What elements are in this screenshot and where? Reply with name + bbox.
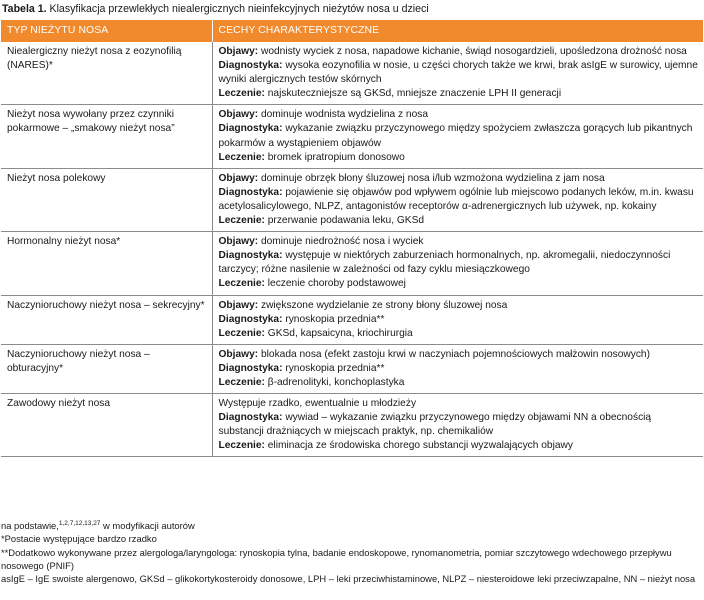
feature-text: najskuteczniejsze są GKSd, mniejsze znaczenie LPH II generacji <box>264 88 562 100</box>
feature-text: Występuje rzadko, ewentualnie u młodzieży <box>218 398 417 410</box>
feature-line <box>219 348 699 362</box>
table-row <box>1 394 703 457</box>
feature-line <box>219 151 699 165</box>
table-row <box>1 42 703 105</box>
feature-label: Objawy: <box>218 109 259 121</box>
source-refs: 1,2,7,12,13,27 <box>58 520 101 527</box>
table-caption <box>2 2 702 16</box>
table-row <box>1 105 703 168</box>
feature-label: Leczenie: <box>218 151 265 163</box>
header-type: TYP NIEŻYTU NOSA <box>1 20 212 42</box>
abbreviations: asIgE – IgE swoiste alergenowo, GKSd – glikokortykosteroidy donosowe, LPH – leki przeciwhistaminowe, NLPZ – niesteroidowe leki przeciwzapalne, NN – nieżyt nosa <box>1 572 696 584</box>
feature-label: Objawy: <box>218 46 259 57</box>
table-row <box>1 295 703 344</box>
caption-label: Tabela 1. <box>2 3 47 15</box>
feature-text: wywiad – wykazanie związku przyczynowego między objawami NN a obecnością substancji drażniących w miejscach praktyk, np. chemikaliów <box>218 412 652 438</box>
feature-line <box>219 172 699 186</box>
feature-label: Leczenie: <box>218 88 265 100</box>
table-row <box>1 232 703 295</box>
features-cell <box>212 42 703 105</box>
feature-label: Diagnostyka: <box>218 362 283 374</box>
feature-label: Diagnostyka: <box>218 123 283 135</box>
feature-line <box>219 411 699 439</box>
features-cell <box>212 232 703 295</box>
feature-label: Leczenie: <box>218 440 265 452</box>
header-features: CECHY CHARAKTERYSTYCZNE <box>212 20 703 42</box>
feature-text: eliminacja ze środowiska chorego substancji wyzwalających objawy <box>264 440 573 452</box>
feature-text: β-adrenolityki, konchoplastyka <box>264 376 405 388</box>
feature-text: pojawienie się objawów pod wpływem ogólnie lub miejscowo podanych leków, m.in. kwasu acetylosalicylowego, NLPZ, antagonistów receptorów α-adrenergicznych lub używek, np. kokainy <box>218 186 694 212</box>
classification-table <box>1 20 703 457</box>
feature-label: Objawy: <box>218 348 259 360</box>
feature-line <box>219 235 699 249</box>
feature-text: rynoskopia przednia** <box>282 313 385 325</box>
feature-line <box>219 108 699 122</box>
feature-text: przerwanie podawania leku, GKSd <box>264 215 425 227</box>
rhinitis-type-cell: Hormonalny nieżyt nosa* <box>1 232 212 295</box>
feature-line <box>219 122 699 150</box>
feature-line <box>219 249 699 277</box>
feature-line <box>219 59 699 87</box>
rhinitis-type-cell: Zawodowy nieżyt nosa <box>1 394 212 457</box>
features-cell <box>212 105 703 168</box>
feature-line <box>219 439 699 453</box>
feature-line <box>219 277 699 291</box>
features-cell <box>212 394 703 457</box>
features-cell <box>212 344 703 393</box>
source-note <box>1 517 701 532</box>
feature-text: blokada nosa (efekt zastoju krwi w naczyniach pojemnościowych małżowin nosowych) <box>258 348 650 360</box>
feature-line <box>219 299 699 313</box>
rhinitis-type-cell: Nieżyt nosa polekowy <box>1 168 212 231</box>
feature-label: Leczenie: <box>218 327 265 339</box>
rhinitis-type-cell: Nieżyt nosa wywołany przez czynniki pokarmowe – „smakowy nieżyt nosa” <box>1 105 212 168</box>
feature-line <box>219 87 699 101</box>
feature-text: leczenie choroby podstawowej <box>264 278 406 290</box>
feature-label: Leczenie: <box>218 215 265 227</box>
feature-label: Diagnostyka: <box>218 250 283 262</box>
caption-text: Klasyfikacja przewlekłych niealergicznych nieinfekcyjnych nieżytów nosa u dzieci <box>46 3 429 15</box>
feature-text: wykazanie związku przyczynowego między spożyciem zwłaszcza gorących lub pikantnych pokarmów a wystąpieniem objawów <box>218 123 693 149</box>
features-cell <box>212 168 703 231</box>
feature-label: Objawy: <box>218 236 259 248</box>
feature-line <box>219 45 699 59</box>
feature-text: dominuje obrzęk błony śluzowej nosa i/lub wzmożona wydzielina z jam nosa <box>258 172 605 184</box>
feature-text: dominuje wodnista wydzielina z nosa <box>258 109 429 121</box>
feature-line <box>219 376 699 390</box>
feature-label: Objawy: <box>218 299 259 311</box>
feature-label: Objawy: <box>218 172 259 184</box>
feature-text: występuje w niektórych zaburzeniach hormonalnych, np. akromegalii, niedoczynności tarczycy; różne nasilenie w zależności od fazy cyklu miesiączkowego <box>218 250 671 276</box>
feature-label: Diagnostyka: <box>218 186 283 198</box>
rhinitis-type-cell: Naczynioruchowy nieżyt nosa – sekrecyjny* <box>1 295 212 344</box>
feature-label: Diagnostyka: <box>218 412 283 424</box>
table-row <box>1 344 703 393</box>
source-suffix: w modyfikacji autorów <box>100 520 195 532</box>
feature-line <box>219 214 699 228</box>
feature-line <box>219 362 699 376</box>
table-header-row <box>1 20 703 42</box>
table-body <box>1 42 703 457</box>
feature-line <box>219 327 699 341</box>
feature-label: Diagnostyka: <box>218 313 283 325</box>
feature-label: Diagnostyka: <box>218 60 283 72</box>
footnote-rare: *Postacie występujące bardzo rzadko <box>1 533 157 545</box>
table-footnotes <box>1 517 701 585</box>
feature-text: rynoskopia przednia** <box>282 362 385 374</box>
rhinitis-type-cell: Naczynioruchowy nieżyt nosa – obturacyjny* <box>1 344 212 393</box>
feature-line <box>219 313 699 327</box>
feature-text: wysoka eozynofilia w nosie, u części chorych także we krwi, brak asIgE w surowicy, ujemne wyniki alergicznych testów skórnych <box>218 60 698 86</box>
feature-line <box>219 397 699 411</box>
feature-text: zwiększone wydzielanie ze strony błony śluzowej nosa <box>258 299 508 311</box>
footnote-additional: **Dodatkowo wykonywane przez alergologa/laryngologa: rynoskopia tylna, badanie endoskopowe, rynomanometria, pomiar szczytowego wdechowego przepływu nosowego (PNIF) <box>1 546 672 571</box>
rhinitis-type-cell: Niealergiczny nieżyt nosa z eozynofilią (NARES)* <box>1 42 212 105</box>
feature-line <box>219 186 699 214</box>
feature-text: dominuje niedrożność nosa i wyciek <box>258 236 424 248</box>
feature-text: wodnisty wyciek z nosa, napadowe kichanie, świąd nosogardzieli, upośledzona drożność nosa <box>258 46 687 57</box>
source-prefix: na podstawie, <box>1 520 59 532</box>
table-row <box>1 168 703 231</box>
feature-label: Leczenie: <box>218 376 265 388</box>
feature-text: bromek ipratropium donosowo <box>264 151 405 163</box>
feature-label: Leczenie: <box>218 278 265 290</box>
feature-text: GKSd, kapsaicyna, kriochirurgia <box>264 327 413 339</box>
features-cell <box>212 295 703 344</box>
